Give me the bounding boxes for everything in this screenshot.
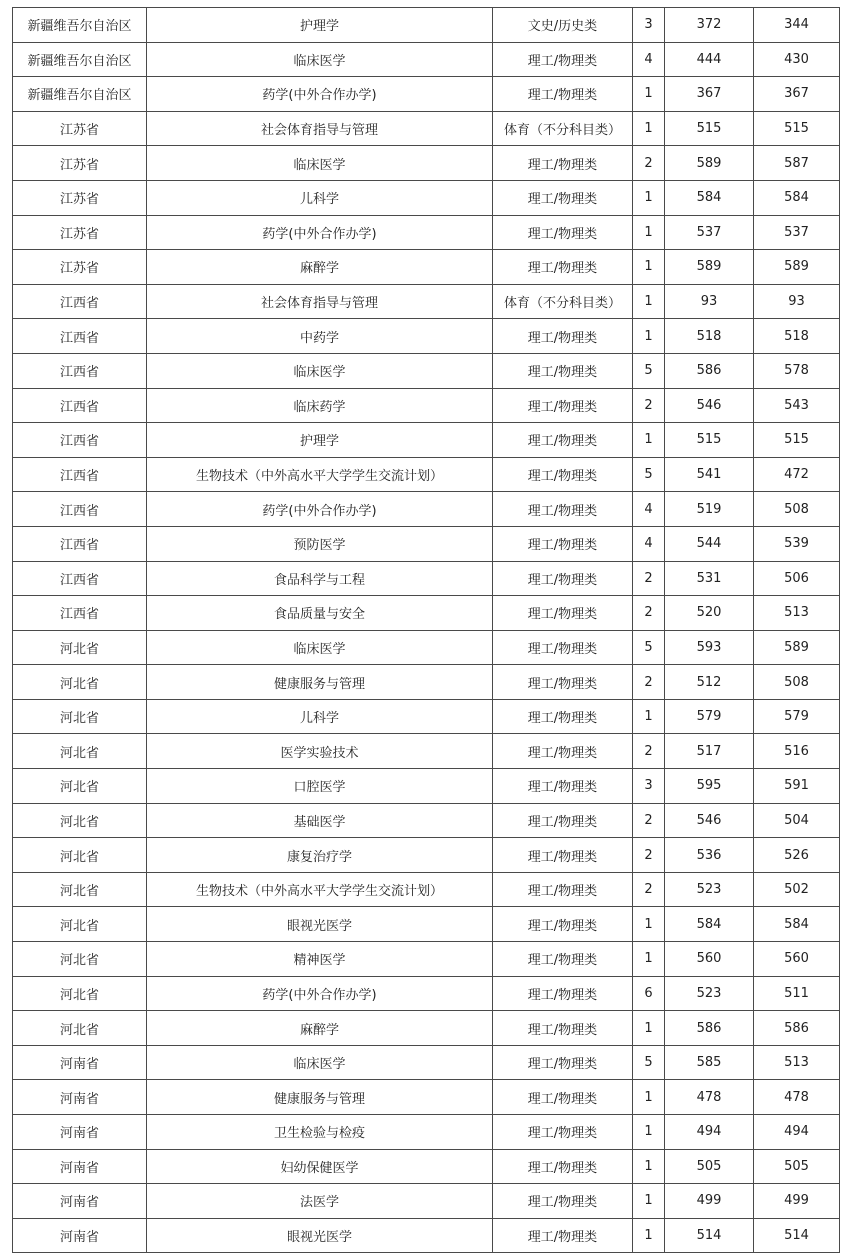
major-cell: 临床药学: [147, 388, 493, 423]
max-score-cell: 536: [665, 838, 754, 873]
major-cell: 药学(中外合作办学): [147, 492, 493, 527]
province-cell: 新疆维吾尔自治区: [13, 8, 147, 43]
min-score-cell: 584: [754, 180, 840, 215]
category-cell: 理工/物理类: [493, 1045, 633, 1080]
table-row: [13, 77, 840, 112]
plan-count-cell: 1: [633, 284, 665, 319]
table-row: [13, 769, 840, 804]
max-score-cell: 518: [665, 319, 754, 354]
table-row: [13, 457, 840, 492]
major-cell: 精神医学: [147, 942, 493, 977]
min-score-cell: 515: [754, 111, 840, 146]
max-score-cell: 560: [665, 942, 754, 977]
province-cell: 江西省: [13, 561, 147, 596]
table-row: [13, 146, 840, 181]
province-cell: 河北省: [13, 907, 147, 942]
major-cell: 儿科学: [147, 180, 493, 215]
province-cell: 河北省: [13, 1011, 147, 1046]
plan-count-cell: 4: [633, 42, 665, 77]
major-cell: 护理学: [147, 423, 493, 458]
category-cell: 体育（不分科目类）: [493, 284, 633, 319]
max-score-cell: 589: [665, 250, 754, 285]
max-score-cell: 520: [665, 596, 754, 631]
min-score-cell: 505: [754, 1149, 840, 1184]
category-cell: 理工/物理类: [493, 803, 633, 838]
max-score-cell: 93: [665, 284, 754, 319]
plan-count-cell: 1: [633, 111, 665, 146]
table-body: [13, 8, 840, 1253]
plan-count-cell: 1: [633, 699, 665, 734]
province-cell: 江西省: [13, 492, 147, 527]
category-cell: 理工/物理类: [493, 42, 633, 77]
major-cell: 药学(中外合作办学): [147, 77, 493, 112]
province-cell: 江西省: [13, 319, 147, 354]
table-row: [13, 526, 840, 561]
max-score-cell: 593: [665, 630, 754, 665]
plan-count-cell: 1: [633, 1149, 665, 1184]
plan-count-cell: 2: [633, 838, 665, 873]
max-score-cell: 595: [665, 769, 754, 804]
table-row: [13, 596, 840, 631]
major-cell: 食品科学与工程: [147, 561, 493, 596]
major-cell: 临床医学: [147, 146, 493, 181]
min-score-cell: 502: [754, 872, 840, 907]
table-row: [13, 976, 840, 1011]
major-cell: 眼视光医学: [147, 907, 493, 942]
plan-count-cell: 1: [633, 215, 665, 250]
province-cell: 河南省: [13, 1149, 147, 1184]
plan-count-cell: 2: [633, 146, 665, 181]
major-cell: 麻醉学: [147, 1011, 493, 1046]
major-cell: 麻醉学: [147, 250, 493, 285]
max-score-cell: 478: [665, 1080, 754, 1115]
table-row: [13, 1045, 840, 1080]
category-cell: 理工/物理类: [493, 699, 633, 734]
major-cell: 医学实验技术: [147, 734, 493, 769]
table-row: [13, 1080, 840, 1115]
province-cell: 新疆维吾尔自治区: [13, 42, 147, 77]
max-score-cell: 584: [665, 907, 754, 942]
max-score-cell: 586: [665, 1011, 754, 1046]
province-cell: 江西省: [13, 388, 147, 423]
table-row: [13, 284, 840, 319]
province-cell: 新疆维吾尔自治区: [13, 77, 147, 112]
plan-count-cell: 1: [633, 180, 665, 215]
table-row: [13, 1149, 840, 1184]
major-cell: 药学(中外合作办学): [147, 976, 493, 1011]
province-cell: 江西省: [13, 457, 147, 492]
plan-count-cell: 5: [633, 1045, 665, 1080]
province-cell: 河北省: [13, 838, 147, 873]
max-score-cell: 499: [665, 1184, 754, 1219]
province-cell: 河南省: [13, 1115, 147, 1150]
province-cell: 江苏省: [13, 111, 147, 146]
category-cell: 理工/物理类: [493, 976, 633, 1011]
table-row: [13, 319, 840, 354]
category-cell: 理工/物理类: [493, 561, 633, 596]
plan-count-cell: 1: [633, 942, 665, 977]
min-score-cell: 560: [754, 942, 840, 977]
province-cell: 江苏省: [13, 250, 147, 285]
table-row: [13, 734, 840, 769]
plan-count-cell: 1: [633, 1184, 665, 1219]
min-score-cell: 587: [754, 146, 840, 181]
table-row: [13, 8, 840, 43]
province-cell: 江西省: [13, 526, 147, 561]
min-score-cell: 499: [754, 1184, 840, 1219]
category-cell: 理工/物理类: [493, 250, 633, 285]
table-row: [13, 1218, 840, 1253]
max-score-cell: 537: [665, 215, 754, 250]
max-score-cell: 515: [665, 423, 754, 458]
category-cell: 理工/物理类: [493, 492, 633, 527]
min-score-cell: 589: [754, 630, 840, 665]
table-row: [13, 1011, 840, 1046]
min-score-cell: 578: [754, 353, 840, 388]
min-score-cell: 494: [754, 1115, 840, 1150]
major-cell: 护理学: [147, 8, 493, 43]
category-cell: 理工/物理类: [493, 665, 633, 700]
min-score-cell: 506: [754, 561, 840, 596]
province-cell: 河北省: [13, 699, 147, 734]
category-cell: 理工/物理类: [493, 1184, 633, 1219]
plan-count-cell: 2: [633, 803, 665, 838]
category-cell: 理工/物理类: [493, 457, 633, 492]
table-row: [13, 561, 840, 596]
table-row: [13, 838, 840, 873]
min-score-cell: 367: [754, 77, 840, 112]
min-score-cell: 526: [754, 838, 840, 873]
major-cell: 口腔医学: [147, 769, 493, 804]
plan-count-cell: 1: [633, 907, 665, 942]
plan-count-cell: 5: [633, 630, 665, 665]
plan-count-cell: 1: [633, 423, 665, 458]
min-score-cell: 511: [754, 976, 840, 1011]
province-cell: 河南省: [13, 1184, 147, 1219]
province-cell: 江西省: [13, 353, 147, 388]
category-cell: 理工/物理类: [493, 180, 633, 215]
table-row: [13, 180, 840, 215]
table-row: [13, 353, 840, 388]
table-row: [13, 111, 840, 146]
category-cell: 理工/物理类: [493, 907, 633, 942]
max-score-cell: 586: [665, 353, 754, 388]
min-score-cell: 514: [754, 1218, 840, 1253]
min-score-cell: 539: [754, 526, 840, 561]
max-score-cell: 541: [665, 457, 754, 492]
category-cell: 理工/物理类: [493, 353, 633, 388]
province-cell: 河北省: [13, 942, 147, 977]
category-cell: 理工/物理类: [493, 319, 633, 354]
major-cell: 中药学: [147, 319, 493, 354]
plan-count-cell: 6: [633, 976, 665, 1011]
max-score-cell: 546: [665, 388, 754, 423]
major-cell: 基础医学: [147, 803, 493, 838]
plan-count-cell: 1: [633, 1011, 665, 1046]
province-cell: 江苏省: [13, 215, 147, 250]
min-score-cell: 589: [754, 250, 840, 285]
table-row: [13, 1184, 840, 1219]
province-cell: 河北省: [13, 734, 147, 769]
table-row: [13, 388, 840, 423]
plan-count-cell: 5: [633, 353, 665, 388]
province-cell: 河北省: [13, 803, 147, 838]
major-cell: 健康服务与管理: [147, 665, 493, 700]
category-cell: 文史/历史类: [493, 8, 633, 43]
province-cell: 河北省: [13, 630, 147, 665]
major-cell: 卫生检验与检疫: [147, 1115, 493, 1150]
plan-count-cell: 2: [633, 665, 665, 700]
category-cell: 理工/物理类: [493, 630, 633, 665]
major-cell: 生物技术（中外高水平大学学生交流计划）: [147, 457, 493, 492]
province-cell: 河北省: [13, 976, 147, 1011]
major-cell: 药学(中外合作办学): [147, 215, 493, 250]
major-cell: 临床医学: [147, 42, 493, 77]
max-score-cell: 544: [665, 526, 754, 561]
major-cell: 临床医学: [147, 353, 493, 388]
max-score-cell: 367: [665, 77, 754, 112]
plan-count-cell: 2: [633, 388, 665, 423]
max-score-cell: 494: [665, 1115, 754, 1150]
major-cell: 生物技术（中外高水平大学学生交流计划）: [147, 872, 493, 907]
category-cell: 理工/物理类: [493, 872, 633, 907]
province-cell: 江西省: [13, 423, 147, 458]
category-cell: 理工/物理类: [493, 423, 633, 458]
category-cell: 理工/物理类: [493, 942, 633, 977]
major-cell: 儿科学: [147, 699, 493, 734]
table-row: [13, 1115, 840, 1150]
category-cell: 理工/物理类: [493, 769, 633, 804]
min-score-cell: 93: [754, 284, 840, 319]
province-cell: 江苏省: [13, 180, 147, 215]
table-row: [13, 907, 840, 942]
province-cell: 江西省: [13, 284, 147, 319]
plan-count-cell: 1: [633, 319, 665, 354]
category-cell: 理工/物理类: [493, 1011, 633, 1046]
major-cell: 妇幼保健医学: [147, 1149, 493, 1184]
plan-count-cell: 2: [633, 561, 665, 596]
category-cell: 理工/物理类: [493, 215, 633, 250]
min-score-cell: 344: [754, 8, 840, 43]
max-score-cell: 589: [665, 146, 754, 181]
min-score-cell: 513: [754, 596, 840, 631]
category-cell: 理工/物理类: [493, 388, 633, 423]
major-cell: 临床医学: [147, 630, 493, 665]
category-cell: 理工/物理类: [493, 1218, 633, 1253]
table-row: [13, 942, 840, 977]
plan-count-cell: 2: [633, 596, 665, 631]
max-score-cell: 514: [665, 1218, 754, 1253]
max-score-cell: 512: [665, 665, 754, 700]
plan-count-cell: 1: [633, 1080, 665, 1115]
table-row: [13, 492, 840, 527]
plan-count-cell: 3: [633, 769, 665, 804]
category-cell: 理工/物理类: [493, 1149, 633, 1184]
max-score-cell: 531: [665, 561, 754, 596]
table-row: [13, 630, 840, 665]
category-cell: 理工/物理类: [493, 838, 633, 873]
table-row: [13, 699, 840, 734]
table-row: [13, 215, 840, 250]
admission-scores-table: [12, 7, 840, 1253]
province-cell: 江苏省: [13, 146, 147, 181]
category-cell: 理工/物理类: [493, 1115, 633, 1150]
min-score-cell: 591: [754, 769, 840, 804]
table-row: [13, 803, 840, 838]
category-cell: 理工/物理类: [493, 734, 633, 769]
major-cell: 临床医学: [147, 1045, 493, 1080]
category-cell: 体育（不分科目类）: [493, 111, 633, 146]
plan-count-cell: 1: [633, 1115, 665, 1150]
table-row: [13, 250, 840, 285]
max-score-cell: 585: [665, 1045, 754, 1080]
major-cell: 社会体育指导与管理: [147, 284, 493, 319]
max-score-cell: 517: [665, 734, 754, 769]
plan-count-cell: 2: [633, 872, 665, 907]
max-score-cell: 523: [665, 872, 754, 907]
min-score-cell: 515: [754, 423, 840, 458]
plan-count-cell: 1: [633, 77, 665, 112]
category-cell: 理工/物理类: [493, 77, 633, 112]
plan-count-cell: 4: [633, 492, 665, 527]
min-score-cell: 508: [754, 492, 840, 527]
plan-count-cell: 1: [633, 1218, 665, 1253]
max-score-cell: 505: [665, 1149, 754, 1184]
min-score-cell: 518: [754, 319, 840, 354]
max-score-cell: 584: [665, 180, 754, 215]
category-cell: 理工/物理类: [493, 526, 633, 561]
max-score-cell: 579: [665, 699, 754, 734]
province-cell: 河南省: [13, 1218, 147, 1253]
plan-count-cell: 2: [633, 734, 665, 769]
plan-count-cell: 4: [633, 526, 665, 561]
min-score-cell: 513: [754, 1045, 840, 1080]
category-cell: 理工/物理类: [493, 146, 633, 181]
major-cell: 预防医学: [147, 526, 493, 561]
min-score-cell: 543: [754, 388, 840, 423]
min-score-cell: 430: [754, 42, 840, 77]
category-cell: 理工/物理类: [493, 596, 633, 631]
plan-count-cell: 1: [633, 250, 665, 285]
min-score-cell: 586: [754, 1011, 840, 1046]
province-cell: 河北省: [13, 872, 147, 907]
min-score-cell: 516: [754, 734, 840, 769]
max-score-cell: 444: [665, 42, 754, 77]
max-score-cell: 546: [665, 803, 754, 838]
plan-count-cell: 3: [633, 8, 665, 43]
min-score-cell: 579: [754, 699, 840, 734]
province-cell: 河南省: [13, 1045, 147, 1080]
min-score-cell: 584: [754, 907, 840, 942]
major-cell: 社会体育指导与管理: [147, 111, 493, 146]
category-cell: 理工/物理类: [493, 1080, 633, 1115]
province-cell: 河北省: [13, 665, 147, 700]
min-score-cell: 472: [754, 457, 840, 492]
max-score-cell: 519: [665, 492, 754, 527]
max-score-cell: 515: [665, 111, 754, 146]
major-cell: 眼视光医学: [147, 1218, 493, 1253]
min-score-cell: 537: [754, 215, 840, 250]
province-cell: 河南省: [13, 1080, 147, 1115]
province-cell: 河北省: [13, 769, 147, 804]
max-score-cell: 523: [665, 976, 754, 1011]
min-score-cell: 478: [754, 1080, 840, 1115]
major-cell: 健康服务与管理: [147, 1080, 493, 1115]
table-row: [13, 665, 840, 700]
max-score-cell: 372: [665, 8, 754, 43]
min-score-cell: 504: [754, 803, 840, 838]
major-cell: 康复治疗学: [147, 838, 493, 873]
major-cell: 食品质量与安全: [147, 596, 493, 631]
plan-count-cell: 5: [633, 457, 665, 492]
province-cell: 江西省: [13, 596, 147, 631]
min-score-cell: 508: [754, 665, 840, 700]
table-row: [13, 42, 840, 77]
table-row: [13, 423, 840, 458]
major-cell: 法医学: [147, 1184, 493, 1219]
table-row: [13, 872, 840, 907]
